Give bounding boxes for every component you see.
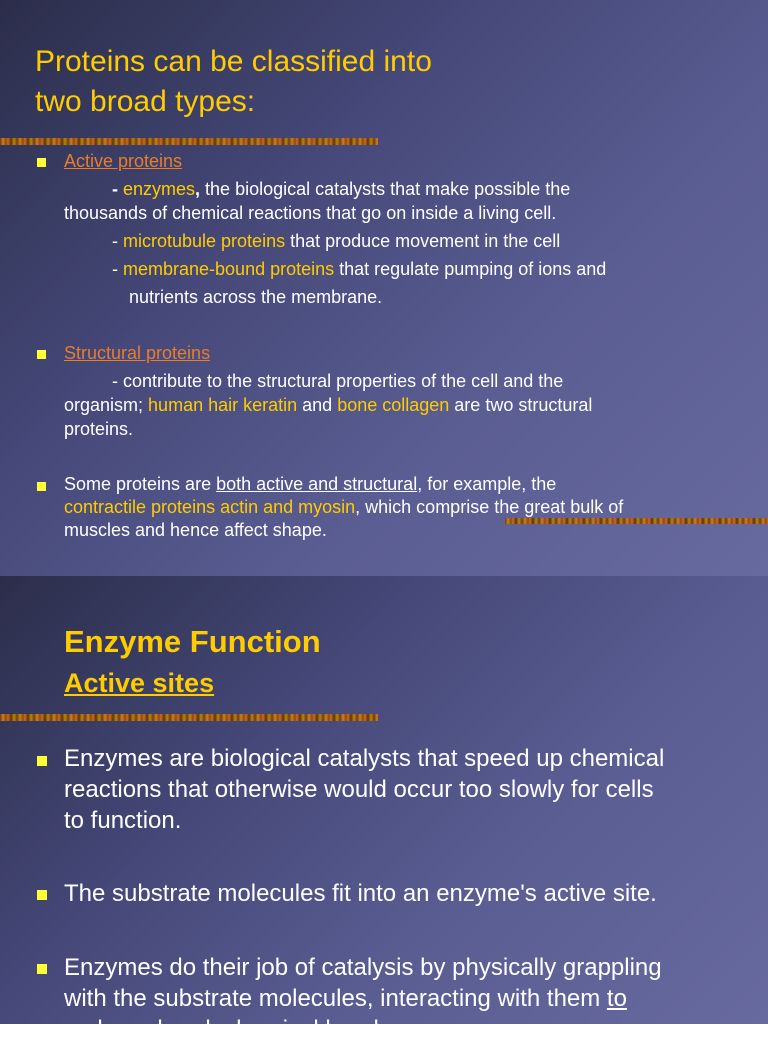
title-divider: [0, 138, 378, 145]
active-proteins-heading[interactable]: Active proteins: [64, 151, 183, 171]
slide-title: [35, 42, 635, 122]
active-line-1: - enzymes, the biological catalysts that make possible the: [112, 179, 571, 199]
title-divider: [0, 714, 378, 721]
title-line-1: Proteins can be classified into: [35, 45, 432, 78]
both-line-1: Some proteins are both active and structural, for example, the: [64, 474, 557, 494]
enzyme-bullet-1-line-3: to function.: [64, 807, 182, 834]
slide-enzyme-function: [0, 576, 768, 1043]
enzyme-bullet-3-line-1: Enzymes do their job of catalysis by physically grappling: [64, 954, 662, 981]
active-line-5: nutrients across the membrane.: [129, 287, 383, 307]
active-line-4: - membrane-bound proteins that regulate pumping of ions and: [112, 259, 607, 279]
bullet-icon: [37, 890, 47, 900]
enzyme-bullet-1-line-2: reactions that otherwise would occur too slowly for cells: [64, 776, 654, 803]
bullet-icon: [37, 756, 47, 766]
slide-title: Enzyme Function: [64, 624, 321, 659]
active-line-3: - microtubule proteins that produce movement in the cell: [112, 231, 561, 251]
both-line-2: contractile proteins actin and myosin, which comprise the great bulk of: [64, 497, 624, 517]
structural-proteins-heading[interactable]: Structural proteins: [64, 343, 211, 363]
enzyme-bullet-2-line-1: The substrate molecules fit into an enzyme's active site.: [64, 880, 657, 907]
bullet-icon: [37, 482, 46, 491]
structural-line-3: proteins.: [64, 419, 134, 439]
bullet-icon: [37, 964, 47, 974]
bullet-icon: [37, 158, 46, 167]
title-line-2: two broad types:: [35, 85, 256, 118]
structural-line-2: organism; human hair keratin and bone collagen are two structural: [64, 395, 593, 415]
both-line-3: muscles and hence affect shape.: [64, 520, 327, 540]
active-line-2: thousands of chemical reactions that go on inside a living cell.: [64, 203, 557, 223]
slide-subtitle: Active sites: [64, 668, 215, 698]
enzyme-bullet-3-line-3: make or break chemical bonds.: [64, 1016, 398, 1043]
enzyme-bullet-1-line-1: Enzymes are biological catalysts that speed up chemical: [64, 745, 665, 772]
enzyme-bullet-3-line-2: with the substrate molecules, interacting with them to: [64, 985, 627, 1012]
structural-line-1: - contribute to the structural properties of the cell and the: [112, 371, 564, 391]
bullet-icon: [37, 350, 46, 359]
